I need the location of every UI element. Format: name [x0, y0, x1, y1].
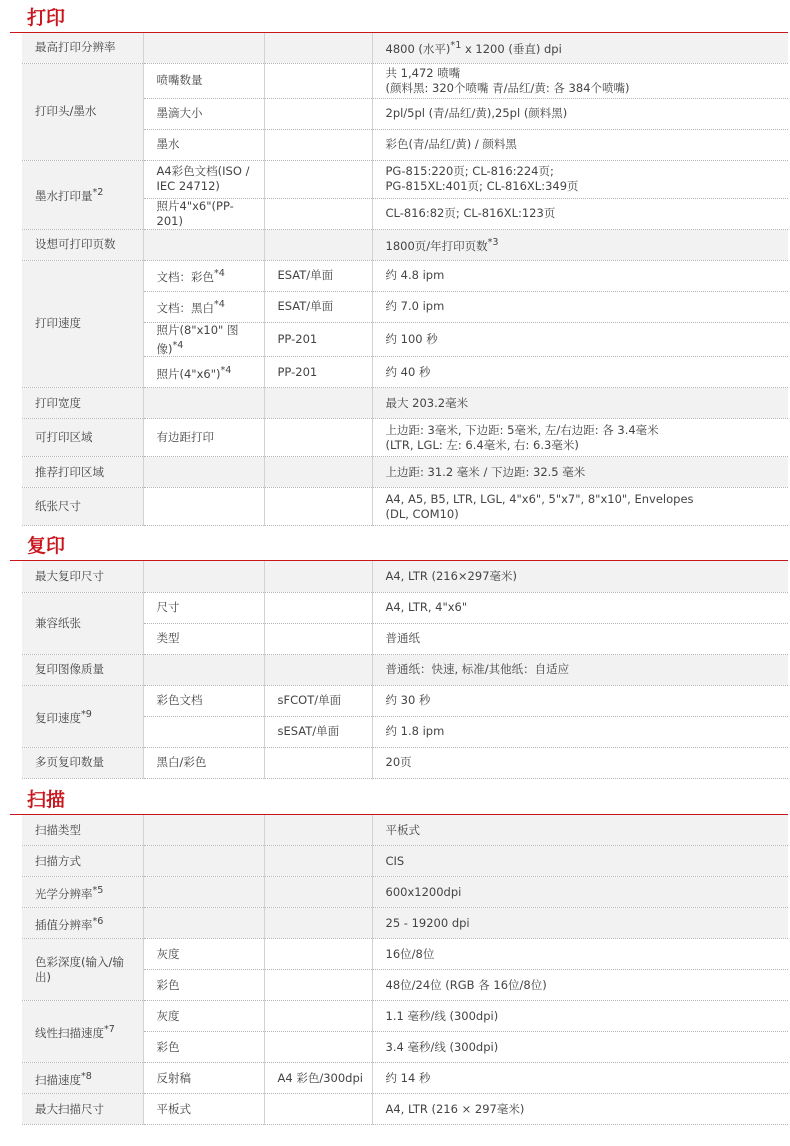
- scan-spec-table: [22, 815, 788, 1126]
- row-value: 约 7.0 ipm: [372, 291, 788, 322]
- sub-label: 类型: [143, 623, 264, 654]
- sub-label: 照片4"x6"(PP-201): [143, 198, 264, 229]
- row-label: 纸张尺寸: [22, 488, 143, 526]
- row-value: 约 100 秒: [372, 322, 788, 357]
- row-value: PG-815:220页; CL-816:224页; PG-815XL:401页; CL-816XL:349页: [372, 160, 788, 198]
- row-label: 墨水打印量$^{*2}$: [22, 160, 143, 229]
- sub-label: 彩色文档: [143, 685, 264, 716]
- mode-label: PP-201: [264, 357, 372, 388]
- row-label: 光学分辨率$^{*5}$: [22, 877, 143, 908]
- sub-label: 照片(4"x6")$^{*4}$: [143, 357, 264, 388]
- sub-label: 平板式: [143, 1094, 264, 1125]
- sub-label: 墨滴大小: [143, 98, 264, 129]
- row-label: 扫描速度$^{*8}$: [22, 1063, 143, 1094]
- table-row: [22, 815, 788, 846]
- row-value: A4, A5, B5, LTR, LGL, 4"x6", 5"x7", 8"x10", Envelopes (DL, COM10): [372, 488, 788, 526]
- table-row: [22, 908, 788, 939]
- sub-label: 灰度: [143, 1001, 264, 1032]
- table-row: [22, 457, 788, 488]
- table-row: [22, 63, 788, 98]
- table-row: [22, 561, 788, 592]
- row-value: 3.4 毫秒/线 (300dpi): [372, 1032, 788, 1063]
- row-label: 多页复印数量: [22, 747, 143, 778]
- row-value: CIS: [372, 846, 788, 877]
- sub-label: A4彩色文档(ISO / IEC 24712): [143, 160, 264, 198]
- sub-label: 彩色: [143, 1032, 264, 1063]
- row-value: 1.1 毫秒/线 (300dpi): [372, 1001, 788, 1032]
- row-label: 色彩深度(输入/输出): [22, 939, 143, 1001]
- table-row: [22, 654, 788, 685]
- scan-section: [10, 785, 788, 1126]
- row-label: 最大扫描尺寸: [22, 1094, 143, 1125]
- table-row: [22, 33, 788, 63]
- row-label: 兼容纸张: [22, 592, 143, 654]
- row-value: 普通纸：快速, 标准/其他纸：自适应: [372, 654, 788, 685]
- row-value: 4800 (水平)$^{*1}$ x 1200 (垂直) dpi: [372, 33, 788, 63]
- print-section: [10, 3, 788, 526]
- table-row: [22, 160, 788, 198]
- table-row: [22, 260, 788, 291]
- row-value: 平板式: [372, 815, 788, 846]
- table-row: [22, 1001, 788, 1032]
- row-label: 可打印区域: [22, 419, 143, 457]
- table-row: [22, 846, 788, 877]
- mode-label: sFCOT/单面: [264, 685, 372, 716]
- row-value: A4, LTR, 4"x6": [372, 592, 788, 623]
- mode-label: sESAT/单面: [264, 716, 372, 747]
- table-row: [22, 1094, 788, 1125]
- mode-label: PP-201: [264, 322, 372, 357]
- row-value: 2pl/5pl (青/品红/黄),25pl (颜料黑): [372, 98, 788, 129]
- row-value: 约 40 秒: [372, 357, 788, 388]
- table-row: [22, 747, 788, 778]
- row-value: 约 30 秒: [372, 685, 788, 716]
- row-label: 复印速度$^{*9}$: [22, 685, 143, 747]
- row-value: 约 1.8 ipm: [372, 716, 788, 747]
- mode-label: A4 彩色/300dpi: [264, 1063, 372, 1094]
- row-value: 约 14 秒: [372, 1063, 788, 1094]
- row-label: 打印头/墨水: [22, 63, 143, 160]
- table-row: [22, 1063, 788, 1094]
- table-row: [22, 877, 788, 908]
- row-label: 扫描方式: [22, 846, 143, 877]
- sub-label: 灰度: [143, 939, 264, 970]
- section-title-scan: 扫描: [10, 785, 788, 815]
- row-value: 16位/8位: [372, 939, 788, 970]
- copy-section: [10, 531, 788, 779]
- row-value: 普通纸: [372, 623, 788, 654]
- table-row: [22, 388, 788, 419]
- sub-label: 文档：黑白$^{*4}$: [143, 291, 264, 322]
- row-label: 扫描类型: [22, 815, 143, 846]
- row-value: 20页: [372, 747, 788, 778]
- row-value: 25 - 19200 dpi: [372, 908, 788, 939]
- section-title-copy: 复印: [10, 531, 788, 561]
- sub-label: 墨水: [143, 129, 264, 160]
- row-value: 600x1200dpi: [372, 877, 788, 908]
- row-label: 最大复印尺寸: [22, 561, 143, 592]
- sub-label: 彩色: [143, 970, 264, 1001]
- table-row: [22, 939, 788, 970]
- row-value: 1800页/年打印页数$^{*3}$: [372, 229, 788, 260]
- sub-label: 有边距打印: [143, 419, 264, 457]
- table-row: [22, 685, 788, 716]
- sub-label: 尺寸: [143, 592, 264, 623]
- table-row: [22, 229, 788, 260]
- table-row: [22, 592, 788, 623]
- row-value: A4, LTR (216 × 297毫米): [372, 1094, 788, 1125]
- row-value: 上边距: 31.2 毫米 / 下边距: 32.5 毫米: [372, 457, 788, 488]
- row-value: 彩色(青/品红/黄) / 颜料黑: [372, 129, 788, 160]
- row-label: 插值分辨率$^{*6}$: [22, 908, 143, 939]
- row-label: 打印速度: [22, 260, 143, 388]
- mode-label: ESAT/单面: [264, 291, 372, 322]
- row-label: 最高打印分辨率: [22, 33, 143, 63]
- row-label: 线性扫描速度$^{*7}$: [22, 1001, 143, 1063]
- row-value: 约 4.8 ipm: [372, 260, 788, 291]
- row-value: CL-816:82页; CL-816XL:123页: [372, 198, 788, 229]
- row-label: 打印宽度: [22, 388, 143, 419]
- row-label: 设想可打印页数: [22, 229, 143, 260]
- row-value: A4, LTR (216×297毫米): [372, 561, 788, 592]
- row-label: 复印图像质量: [22, 654, 143, 685]
- row-label: 推荐打印区域: [22, 457, 143, 488]
- mode-label: ESAT/单面: [264, 260, 372, 291]
- sub-label: 喷嘴数量: [143, 63, 264, 98]
- sub-label: 反射稿: [143, 1063, 264, 1094]
- row-value: 上边距: 3毫米, 下边距: 5毫米, 左/右边距: 各 3.4毫米 (LTR, LGL: 左: 6.4毫米, 右: 6.3毫米): [372, 419, 788, 457]
- table-row: [22, 488, 788, 526]
- row-value: 共 1,472 喷嘴 (颜料黑: 320个喷嘴 青/品红/黄: 各 384个喷嘴): [372, 63, 788, 98]
- table-row: [22, 419, 788, 457]
- print-spec-table: [22, 33, 788, 526]
- copy-spec-table: [22, 561, 788, 779]
- row-value: 最大 203.2毫米: [372, 388, 788, 419]
- row-value: 48位/24位 (RGB 各 16位/8位): [372, 970, 788, 1001]
- sub-label: 黑白/彩色: [143, 747, 264, 778]
- sub-label: 照片(8"x10" 图像)$^{*4}$: [143, 322, 264, 357]
- sub-label: 文档：彩色$^{*4}$: [143, 260, 264, 291]
- section-title-print: 打印: [10, 3, 788, 33]
